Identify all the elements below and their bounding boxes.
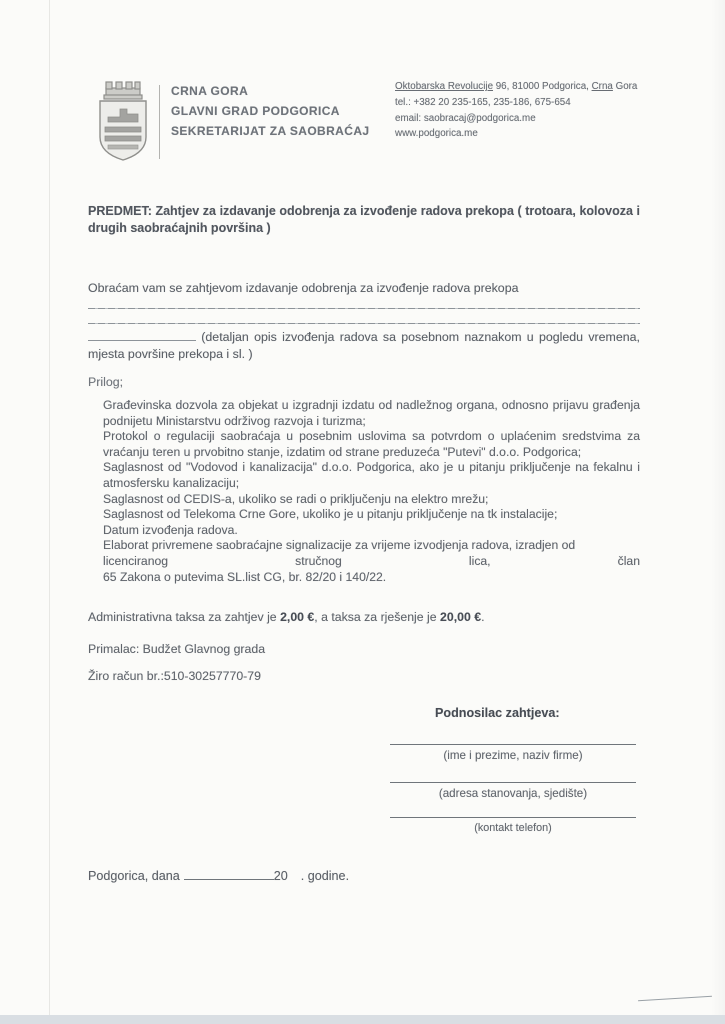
fill-in-blank-short: [88, 330, 196, 341]
subject-line: PREDMET: Zahtjev za izdavanje odobrenja za izvođenje radova prekopa ( trotoara, kolovoza i drugih saobraćajnih površina ): [88, 204, 640, 235]
attachment-item-building-permit: Građevinska dozvola za objekat u izgradnji izdatu od nadležnog organa, odnosno prijavu građenja podnijetu Ministarstvu održivog razvoja i turizma;: [103, 398, 640, 428]
date-suffix: . godine.: [300, 869, 350, 883]
attachment-item-water-consent: Saglasnost od "Vodovod i kanalizacija" d.o.o. Podgorica, ako je u pitanju priključenje na fekalnu i atmosfersku kanalizaciju;: [103, 460, 640, 490]
signature-line-phone: [390, 817, 636, 818]
attachment-item-telekom-consent: Saglasnost od Telekoma Crne Gore, ukoliko je u pitanju priključenje na tk instalacije;: [103, 507, 558, 522]
contact-website: www.podgorica.me: [395, 128, 478, 140]
org-line-city: GLAVNI GRAD PODGORICA: [171, 104, 340, 118]
signature-caption-name: (ime i prezime, naziv firme): [443, 749, 583, 762]
contact-telephone: tel.: +382 20 235-165, 235-186, 675-654: [395, 96, 571, 108]
signature-caption-address: (adresa stanovanja, sjedište): [438, 787, 588, 800]
contact-address: [395, 79, 637, 95]
tax-text-3: .: [481, 610, 485, 624]
tax-amount-decision: 20,00 €: [440, 610, 482, 624]
scan-bottom-strip: [0, 1015, 725, 1024]
attachment-item-elaborat: Elaborat privremene saobraćajne signalizacije za vrijeme izvodjenja radova, izradjen od: [103, 538, 576, 553]
scan-stray-mark: [638, 996, 712, 1002]
contact-address-country-1: Crna: [591, 81, 613, 92]
bank-account-line: Žiro račun br.:510-30257770-79: [88, 669, 261, 683]
contact-info-block: [395, 79, 637, 142]
applicant-section-title: Podnosilac zahtjeva:: [435, 706, 560, 720]
date-year-prefix: 20: [273, 869, 288, 883]
scan-edge-shade: [711, 0, 725, 1024]
organization-name-block: [171, 81, 369, 141]
signature-line-name: [390, 744, 636, 745]
attachment-item-law-reference: 65 Zakona o putevima SL.list CG, br. 82/20 i 140/22.: [103, 569, 387, 584]
attachments-list: [103, 398, 640, 585]
podgorica-coat-of-arms-icon: [94, 79, 152, 163]
contact-address-street: Oktobarska Revolucije: [395, 81, 494, 92]
contact-address-middle: 96, 81000 Podgorica,: [493, 81, 592, 92]
header-divider: [159, 85, 160, 159]
detail-note-paragraph: [88, 329, 640, 362]
attachment-item-traffic-protocol: Protokol o regulaciji saobraćaja u posebnim uslovima sa potvrdom o uplaćenim sredstvima za vraćanju teren u prvobitno stanje, izdatim od strane preduzeća "Putevi" d.o.o. Podgorica;: [103, 429, 640, 459]
date-fill-blank: [184, 868, 274, 880]
signature-caption-phone: (kontakt telefon): [474, 822, 552, 834]
tax-amount-request: 2,00 €: [280, 610, 315, 624]
scan-seam-line: [49, 0, 50, 1024]
signature-line-address: [390, 782, 636, 783]
attachments-label: Prilog;: [88, 375, 124, 389]
attachment-item-elaborat-continued: licenciranog stručnog lica, član: [103, 553, 640, 568]
date-place-label: Podgorica, dana: [88, 869, 180, 883]
date-place-line: [88, 868, 349, 883]
administrative-tax-line: [88, 610, 640, 624]
fill-in-line-2: [88, 323, 640, 324]
attachment-item-cedis-consent: Saglasnost od CEDIS-a, ukoliko se radi o priključenju na elektro mrežu;: [103, 491, 489, 506]
org-line-department: SEKRETARIJAT ZA SAOBRAĆAJ: [171, 124, 370, 138]
attachment-item-works-date: Datum izvođenja radova.: [103, 522, 238, 537]
org-line-country: CRNA GORA: [171, 84, 249, 98]
request-intro-text: Obraćam vam se zahtjevom izdavanje odobrenja za izvođenje radova prekopa: [88, 281, 519, 295]
tax-text-1: Administrativna taksa za zahtjev je: [88, 610, 281, 624]
detail-note-text: (detaljan opis izvođenja radova sa posebnom naznakom u pogledu vremena, mjesta površine prekopa i sl. ): [88, 330, 640, 361]
payment-recipient-line: Primalac: Budžet Glavnog grada: [88, 642, 266, 656]
tax-text-2: , a taksa za rješenje je: [314, 610, 441, 624]
contact-address-country-2: Gora: [612, 81, 638, 92]
fill-in-line-1: [88, 308, 640, 309]
contact-email: email: saobracaj@podgorica.me: [395, 112, 536, 124]
